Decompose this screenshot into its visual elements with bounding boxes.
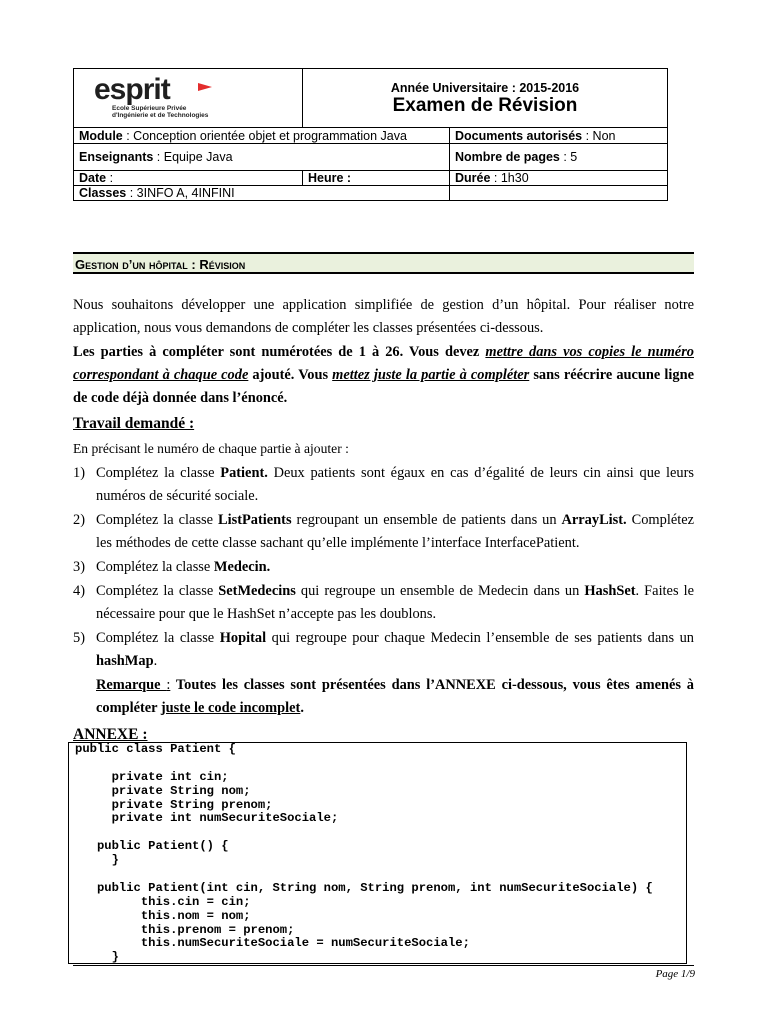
remark-paragraph: [73, 674, 694, 720]
remark-emphasis: juste le code incomplet: [160, 700, 301, 716]
code-line: this.nom = nom;: [75, 908, 251, 923]
code-line: public Patient(int cin, String nom, String prenom, int numSecuriteSociale) {: [75, 880, 653, 895]
task-list: [73, 462, 694, 673]
task-class-name: SetMedecins: [218, 583, 296, 599]
task-collection-name: HashSet: [584, 583, 636, 599]
exam-body: [73, 294, 694, 746]
code-listing: [68, 742, 687, 964]
teachers-value: : Equipe Java: [153, 150, 233, 164]
task-text: Complétez la classe: [96, 583, 219, 599]
footer-divider: [73, 965, 694, 966]
code-line: [75, 826, 686, 840]
task-text: Deux patients sont égaux en cas d’égalité de leurs cin ainsi que leurs numéros de sécurité sociale.: [96, 465, 694, 504]
code-line: [75, 868, 686, 882]
duration-value: : 1h30: [490, 171, 529, 185]
task-text: Complétez les méthodes de cette classe sachant qu’elle implémente l’interface InterfacePatient.: [96, 512, 694, 551]
documents-label: Documents autorisés: [455, 128, 583, 143]
work-intro: En précisant le numéro de chaque partie à ajouter :: [73, 441, 349, 456]
code-line: [75, 757, 686, 771]
code-line: this.numSecuriteSociale = numSecuriteSociale;: [75, 936, 470, 951]
code-line: private int cin;: [75, 769, 229, 784]
logo-wordmark: esprit: [94, 73, 170, 106]
classes-cell: [74, 186, 450, 201]
duration-cell: [450, 171, 668, 186]
esprit-logo: [94, 75, 264, 121]
task-number: 5): [73, 630, 85, 646]
date-cell: [74, 171, 303, 186]
code-line: private int numSecuriteSociale;: [75, 811, 339, 826]
task-text: regroupant un ensemble de patients dans un: [291, 512, 562, 528]
module-value: : Conception orientée objet et programmation Java: [122, 128, 407, 143]
instructions-paragraph: [73, 341, 694, 410]
intro-paragraph: Nous souhaitons développer une application simplifiée de gestion d’un hôpital. Pour réaliser notre application, nous vous demandons de compléter les classes présentées ci-dessous.: [73, 297, 694, 336]
task-item-1: [73, 462, 694, 508]
pages-cell: [450, 144, 668, 171]
empty-cell: [450, 186, 668, 201]
logo-subtitle-line-1: Ecole Supérieure Privée: [112, 105, 187, 112]
code-line: private String prenom;: [75, 797, 273, 812]
instructions-emphasis-1: mettre dans vos copies le numéro correspondant à chaque code: [73, 344, 694, 383]
documents-cell: [450, 128, 668, 144]
classes-label: Classes: [79, 186, 127, 200]
annexe-heading: ANNEXE :: [73, 726, 148, 743]
code-line: }: [75, 853, 119, 868]
remark-text: .: [300, 700, 304, 716]
task-collection-name: hashMap: [96, 653, 154, 669]
task-text: qui regroupe pour chaque Medecin l’ensemble de ses patients dans un: [266, 630, 694, 646]
pages-label: Nombre de pages: [455, 150, 560, 164]
task-text: . Faites le nécessaire pour que le HashSet n’accepte pas les doublons.: [96, 583, 694, 622]
code-line: this.prenom = prenom;: [75, 922, 295, 937]
time-label: Heure :: [308, 171, 352, 185]
task-item-4: [73, 580, 694, 626]
code-line: public class Patient {: [75, 742, 236, 756]
instructions-emphasis-2: mettez juste la partie à compléter: [332, 367, 530, 383]
exam-title: Examen de Révision: [392, 95, 578, 116]
remark-label: Remarque: [96, 677, 167, 693]
instructions-part-2: ajouté. Vous: [248, 367, 333, 383]
title-cell: [303, 69, 668, 128]
task-class-name: Hopital: [219, 630, 267, 646]
logo-subtitle-line-2: d'Ingénierie et de Technologies: [112, 112, 209, 119]
duration-label: Durée: [455, 171, 491, 185]
task-text: Complétez la classe: [96, 630, 220, 646]
task-text: Complétez la classe: [96, 559, 214, 575]
task-item-3: [73, 556, 694, 579]
task-item-2: [73, 509, 694, 555]
documents-value: : Non: [582, 128, 616, 143]
remark-colon: :: [166, 677, 171, 693]
instructions-part-1: Les parties à compléter sont numérotées de 1 à 26. Vous devez: [73, 344, 486, 360]
task-number: 3): [73, 559, 85, 575]
task-number: 1): [73, 465, 85, 481]
date-value: :: [106, 171, 114, 185]
module-cell: [74, 128, 450, 144]
task-class-name: ListPatients: [218, 512, 292, 528]
task-item-5: [73, 627, 694, 673]
academic-year: Année Universitaire : 2015-2016: [390, 81, 580, 95]
remark-text: Toutes les classes sont présentées dans l’ANNEXE ci-dessous, vous êtes amenés à compléter: [96, 677, 695, 716]
task-text: Complétez la classe: [96, 512, 218, 528]
date-label: Date: [79, 171, 107, 185]
pages-value: : 5: [559, 150, 578, 164]
code-line: this.cin = cin;: [75, 894, 251, 909]
task-number: 4): [73, 583, 85, 599]
code-line: public Patient() {: [75, 839, 229, 854]
page-number: Page 1/9: [655, 968, 695, 980]
instructions-part-3: sans réécrire aucune ligne de code déjà donnée dans l’énoncé.: [73, 367, 694, 406]
code-line: private String nom;: [75, 783, 251, 798]
task-collection-name: ArrayList.: [561, 512, 627, 528]
code-line: }: [75, 950, 119, 964]
task-class-name: Patient.: [220, 465, 268, 481]
classes-value: : 3INFO A, 4INFINI: [126, 186, 235, 200]
teachers-cell: [74, 144, 450, 171]
task-text: .: [153, 653, 158, 669]
teachers-label: Enseignants: [79, 150, 154, 164]
section-heading: [73, 252, 694, 274]
task-text: qui regroupe un ensemble de Medecin dans un: [295, 583, 585, 599]
module-label: Module: [79, 128, 123, 143]
time-cell: [303, 171, 450, 186]
task-class-name: Medecin.: [213, 559, 271, 575]
logo-cell: [74, 69, 303, 128]
task-text: Complétez la classe: [96, 465, 221, 481]
exam-header-table: [73, 68, 668, 201]
section-title: Gestion d’un hôpital : Révision: [75, 257, 246, 272]
task-number: 2): [73, 512, 85, 528]
work-heading: Travail demandé :: [73, 415, 195, 432]
